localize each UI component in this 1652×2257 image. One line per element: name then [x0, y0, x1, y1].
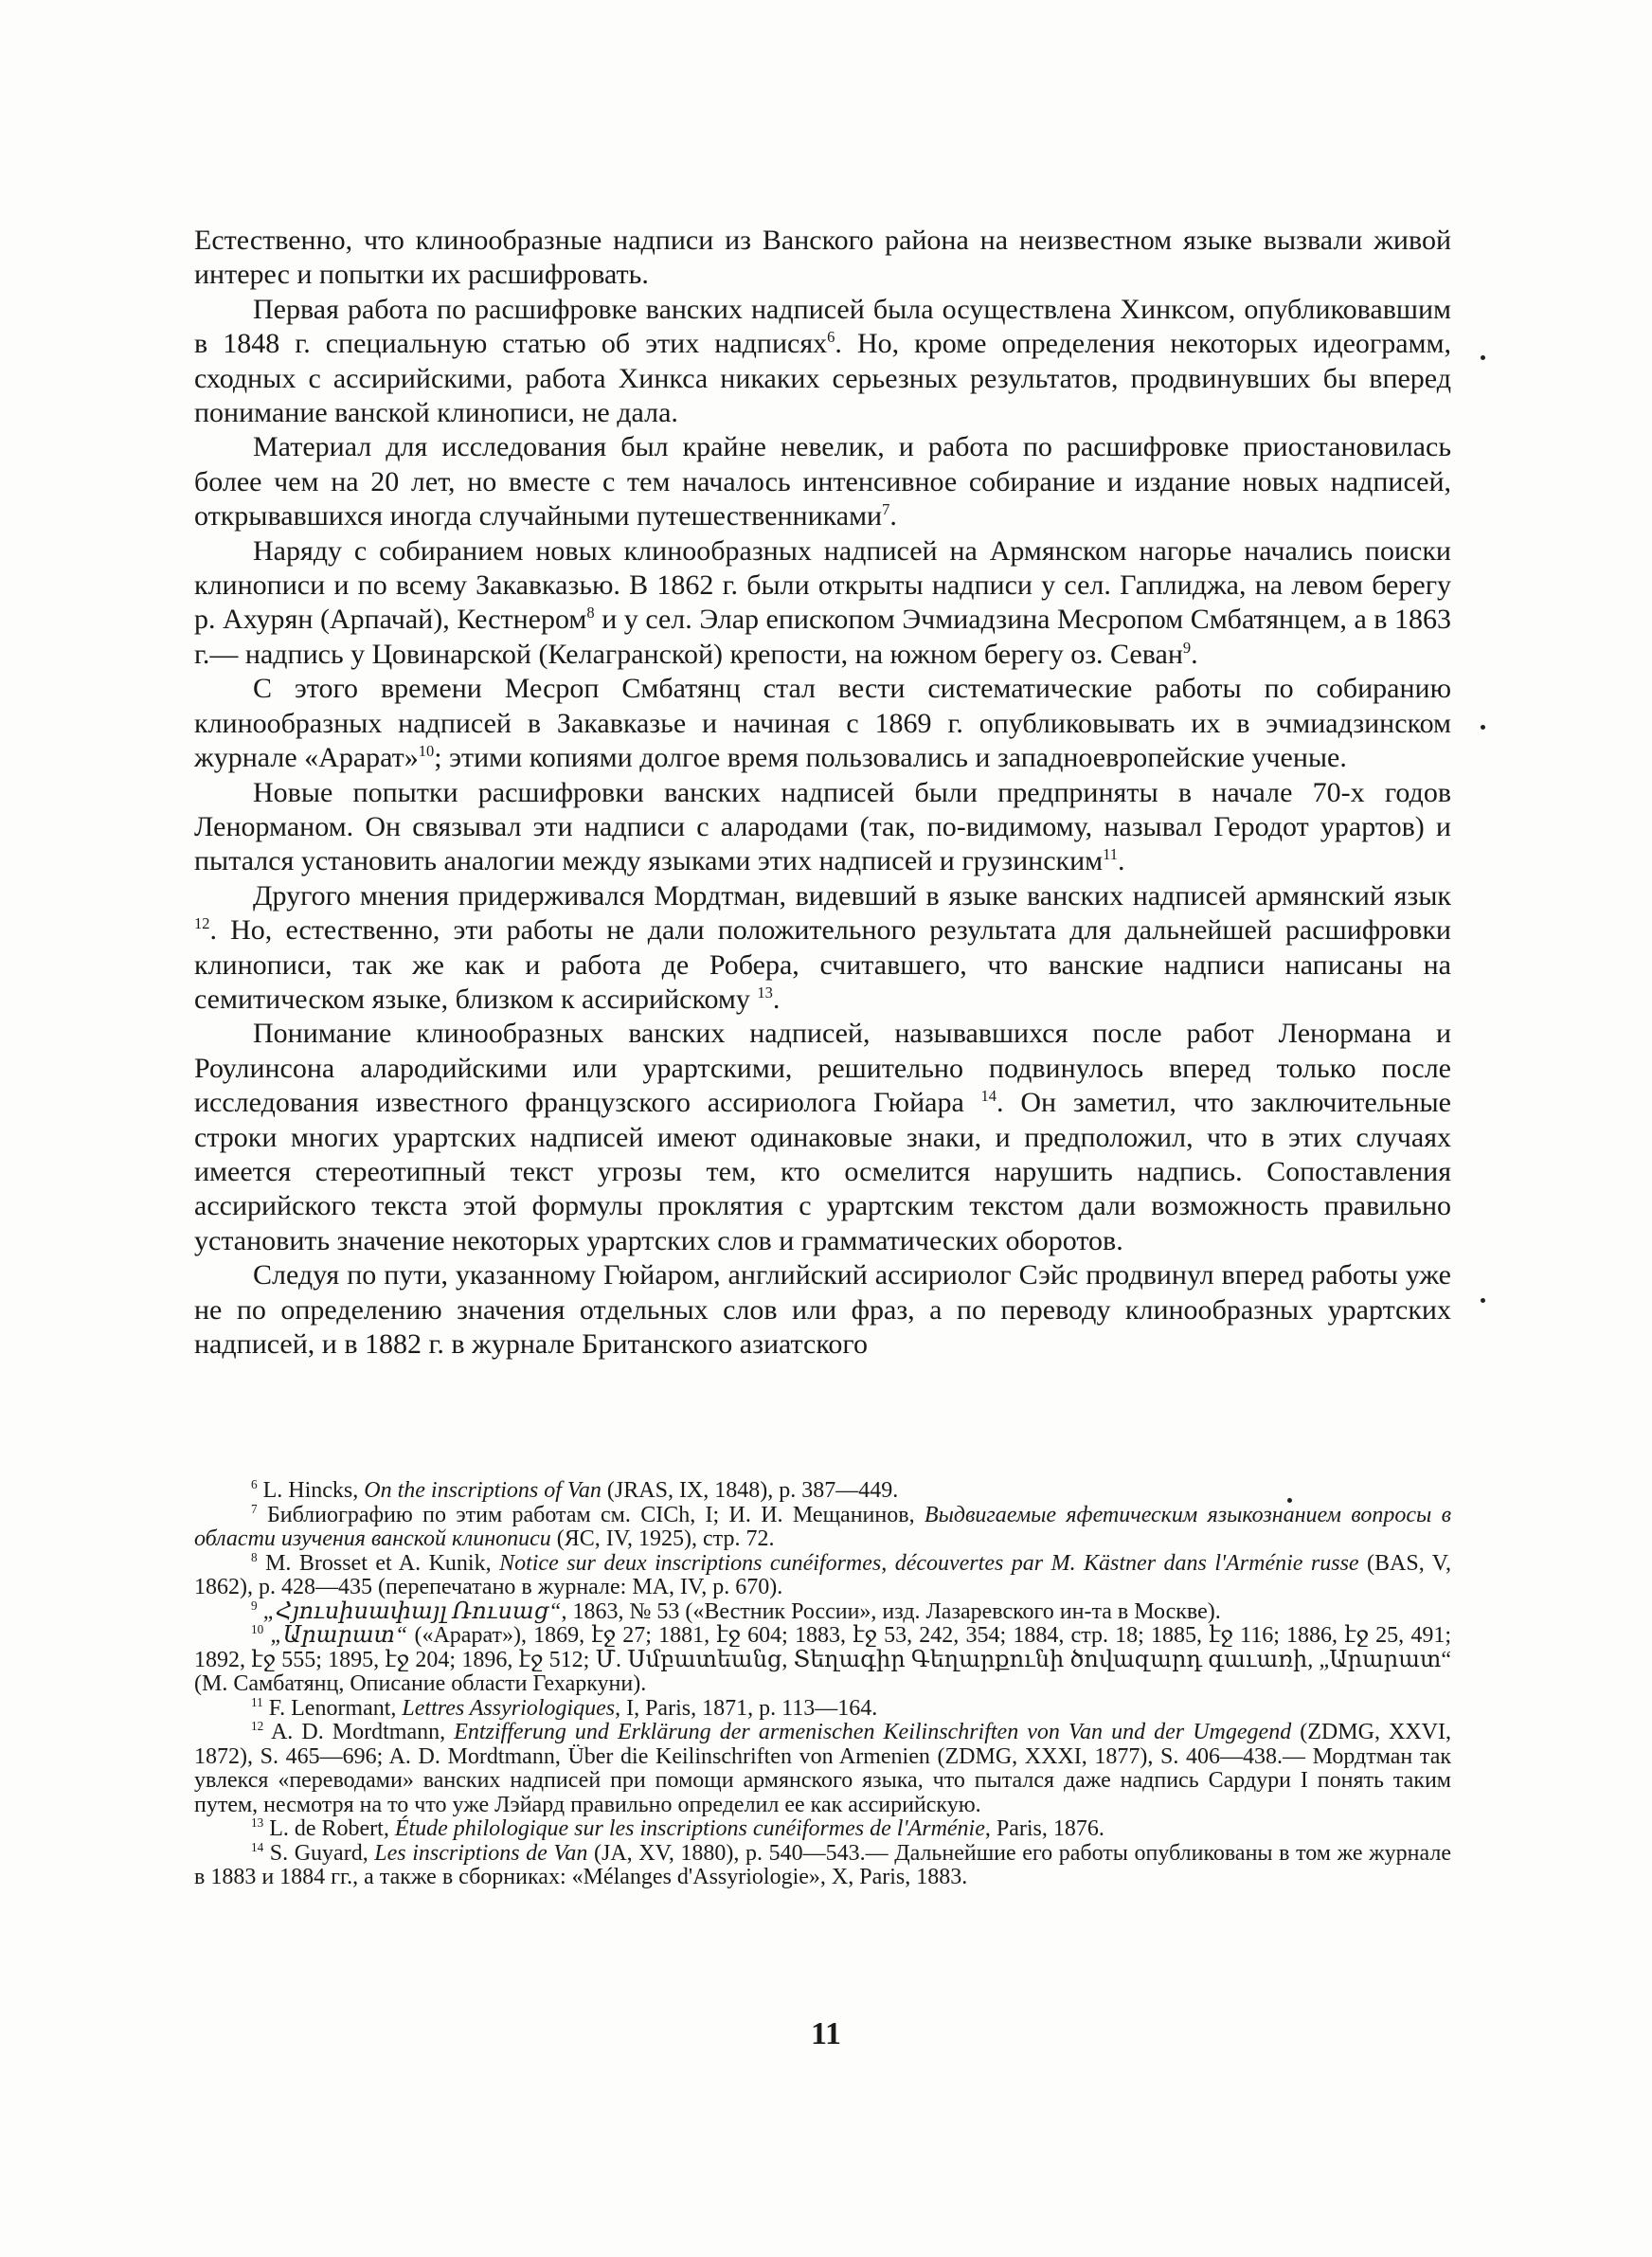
footnote-ref: 14: [980, 1087, 997, 1106]
margin-mark: [1287, 1498, 1292, 1503]
paragraph: Другого мнения придерживался Мордтман, видевший в языке ванских надписей армянский язык $^{12}$. Но, естественно, эти работы не дали положительного результата для дальнейшей расшифровки клинописи, так же как и работа де Робера, считавшего, что ванские надписи написаны на семитическом языке, близком к ассирийскому $^{13}$.: [194, 879, 1451, 1015]
paragraph: Материал для исследования был крайне невелик, и работа по расшифровке приостановилась более чем на 20 лет, но вместе с тем началось интенсивное собирание и издание новых надписей, открывавшихся иногда случайными путешественниками$^7$.: [194, 431, 1451, 533]
margin-mark: [1481, 1298, 1485, 1303]
footnote-ref: 8: [586, 604, 595, 623]
paragraph: Первая работа по расшифровке ванских надписей была осуществлена Хинксом, опубликовавшим в 1848 г. специальную статью об этих надписях$^6$. Но, кроме определения некоторых идеограмм, сходных с ассирийскими, работа Хинкса никаких серьезных результатов, продвинувших бы вперед понимание ванской клинописи, не дала.: [194, 293, 1452, 429]
footnote: $^6$ L. Hincks, On the inscriptions of Van (JRAS, IX, 1848), p. 387—449.: [251, 1477, 899, 1503]
margin-mark: [1481, 355, 1485, 360]
footnote-ref: 13: [757, 983, 773, 1002]
margin-mark: [1481, 725, 1485, 730]
page-number: 11: [810, 2016, 842, 2051]
main-text: [194, 224, 1451, 1362]
footnote: $^{13}$ L. de Robert, Étude philologique sur les inscriptions cunéiformes de l'Arménie, Paris, 1876.: [251, 1815, 1104, 1841]
footnote: $^{12}$ A. D. Mordtmann, Entzifferung und Erklärung der armenischen Keilinschriften von Van und der Umgegend (ZDMG, XXVI, 1872), S. 465—696; A. D. Mordtmann, Über die Keilinschriften von Armenien (ZDMG, XXXI, 1877), S. 406—438.— Мордтман так увлекся «переводами» ванских надписей при помощи армянского языка, что пытался даже надпись Сардури I понять таким путем, несмотря на то что уже Лэйард правильно определил ее как ассирийскую.: [194, 1719, 1452, 1817]
footnote: $^7$ Библиографию по этим работам см. CICh, I; И. И. Мещанинов, Выдвигаемые яфетическим языкознанием вопросы в области изучения ванской клинописи (ЯС, IV, 1925), стр. 72.: [194, 1501, 1451, 1551]
paragraph: С этого времени Месроп Смбатянц стал вести систематические работы по собиранию клинообразных надписей в Закавказье и начиная с 1869 г. опубликовывать их в эчмиадзинском журнале «Арарат»$^{10}$; этими копиями долгое время пользовались и западноевропейские ученые.: [194, 673, 1451, 774]
footnote-ref: 10: [418, 742, 435, 761]
paragraph: Наряду с собиранием новых клинообразных надписей на Армянском нагорье начались поиски клинописи и по всему Закавказью. В 1862 г. были открыты надписи у сел. Гаплиджа, на левом берегу р. Ахурян (Арпачай), Кестнером$^8$ и у сел. Элар епископом Эчмиадзина Месропом Смбатянцем, а в 1863 г.— надпись у Цовинарской (Келагранской) крепости, на южном берегу оз. Севан$^9$.: [194, 534, 1451, 670]
footnote: $^9$ „Հյուսիսափայլ Ռուսաց“, 1863, № 53 («Вестник России», изд. Лазаревского ин-та в Москве).: [251, 1598, 1221, 1624]
footnote: $^{10}$ „Արարատ“ («Арарат»), 1869, էջ 27; 1881, էջ 604; 1883, էջ 53, 242, 354; 1884, стр. 18; 1885, էջ 116; 1886, էջ 25, 491; 1892, էջ 555; 1895, էջ 204; 1896, էջ 512; Մ. Սմբատեանց, Տեղագիր Գեղարքունի ծովազարդ գաւառի, „Արարատ“ (М. Самбатянц, Описание области Гехаркуни).: [194, 1622, 1451, 1696]
footnote-ref: 7: [882, 500, 890, 519]
footnote-ref: 6: [827, 328, 835, 347]
footnote-ref: 9: [1182, 638, 1192, 657]
footnote: $^8$ M. Brosset et A. Kunik, Notice sur deux inscriptions cunéiformes, découvertes par M. Kästner dans l'Arménie russe (BAS, V, 1862), p. 428—435 (перепечатано в журнале: MA, IV, p. 670).: [194, 1549, 1451, 1599]
footnote: $^{11}$ F. Lenormant, Lettres Assyriologiques, I, Paris, 1871, p. 113—164.: [251, 1694, 878, 1721]
paragraph: Понимание клинообразных ванских надписей, называвшихся после работ Ленормана и Роулинсона алародийскими или урартскими, решительно подвинулось вперед только после исследования известного французского ассириолога Гюйара $^{14}$. Он заметил, что заключительные строки многих урартских надписей имеют одинаковые знаки, и предположил, что в этих случаях имеется стереотипный текст угрозы тем, кто осмелится нарушить надпись. Сопоставления ассирийского текста этой формулы проклятия с урартским текстом дали возможность правильно установить значение некоторых урартских слов и грамматических оборотов.: [194, 1018, 1451, 1256]
footnote-ref: 11: [1103, 845, 1119, 864]
footnote-ref: 12: [194, 914, 210, 933]
paragraph: Следуя по пути, указанному Гюйаром, английский ассириолог Сэйс продвинул вперед работы уже не по определению значения отдельных слов или фраз, а по переводу клинообразных урартских надписей, и в 1882 г. в журнале Британского азиатского: [194, 1259, 1451, 1360]
paragraph: Естественно, что клинообразные надписи из Ванского района на неизвестном языке вызвали живой интерес и попытки их расшифровать.: [194, 225, 1451, 291]
footnote: $^{14}$ S. Guyard, Les inscriptions de Van (JA, XV, 1880), p. 540—543.— Дальнейшие его работы опубликованы в том же журнале в 1883 и 1884 гг., а также в сборниках: «Mélanges d'Assyriologie», X, Paris, 1883.: [194, 1839, 1451, 1889]
footnotes: [194, 1479, 1451, 1890]
paragraph: Новые попытки расшифровки ванских надписей были предприняты в начале 70-х годов Ленорманом. Он связывал эти надписи с алародами (так, по-видимому, называл Геродот урартов) и пытался установить аналогии между языками этих надписей и грузинским$^{11}$.: [194, 776, 1451, 877]
